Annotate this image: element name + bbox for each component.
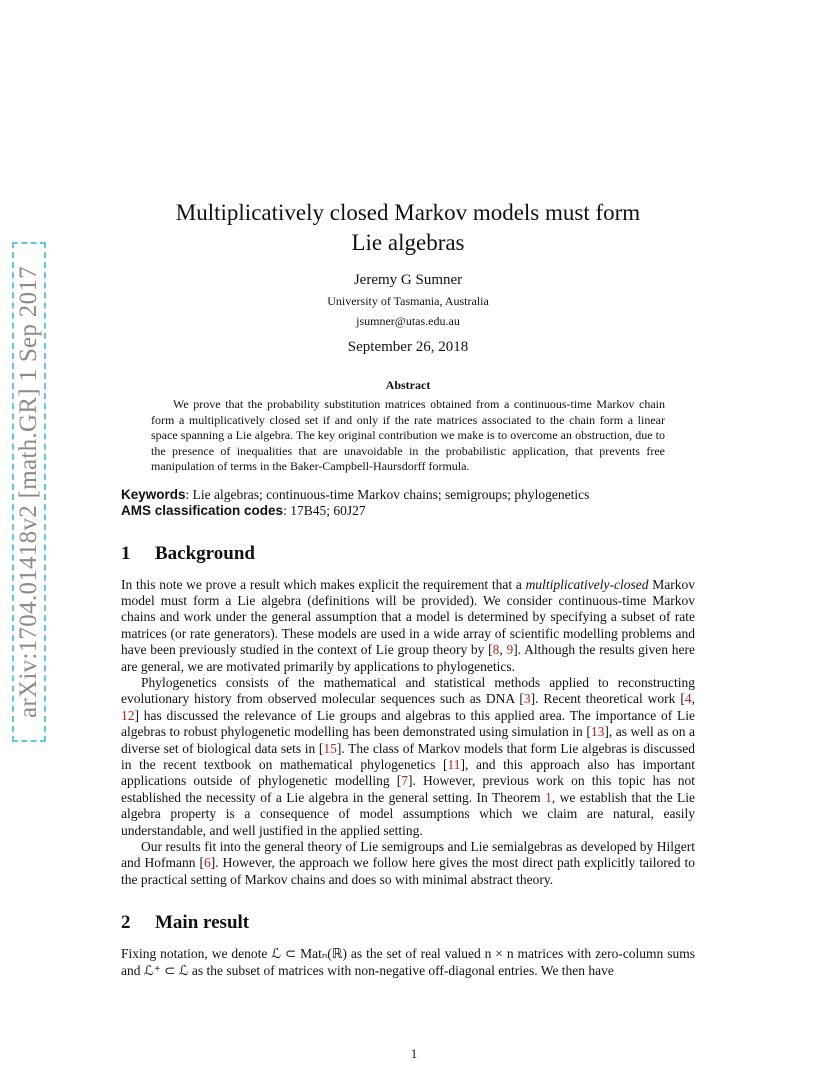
text-run: ], and this approach also has important applications outside of phylogenetic modelling [	[121, 756, 696, 789]
text-run: ]. Although the results given here are general, we are motivated primarily by applications to phylogenetics.	[121, 642, 695, 674]
text-run: ,	[691, 691, 695, 707]
citation-link[interactable]: 9	[506, 642, 514, 658]
paper-title	[121, 198, 695, 258]
citation-link[interactable]: 6	[203, 855, 211, 871]
title-line-1: Multiplicatively closed Markov models must form	[175, 200, 641, 225]
abstract-heading: Abstract	[385, 378, 431, 392]
ams-codes: : 17B45; 60J27	[283, 502, 366, 518]
paper-page	[121, 198, 695, 979]
arxiv-identifier[interactable]: arXiv:1704.01418v2 [math.GR] 1 Sep 2017	[15, 266, 42, 718]
citation-link[interactable]: 12	[121, 707, 135, 723]
background-paragraph-3	[121, 839, 695, 888]
italic-term: multiplicatively-closed	[525, 576, 649, 592]
author-affiliation: University of Tasmania, Australia	[327, 294, 489, 308]
keywords-block	[121, 487, 695, 519]
page-number: 1	[410, 1046, 418, 1061]
text-run: ]. Recent theoretical work [	[530, 691, 685, 707]
arxiv-sidebar-stamp	[12, 242, 46, 742]
citation-link[interactable]: 8	[492, 642, 500, 658]
background-paragraph-2	[121, 675, 695, 839]
author-name: Jeremy G Sumner	[353, 272, 463, 288]
text-run: ] has discussed the relevance of Lie groups and algebras to this applied area. The importance of Lie algebras to robust phylogenetic modelling has been demonstrated using simulation in [	[121, 707, 695, 740]
citation-link[interactable]: 7	[401, 773, 409, 789]
text-run: ,	[499, 642, 507, 658]
ams-line	[121, 503, 695, 519]
section-2-number: 2	[121, 912, 131, 934]
abstract-text: We prove that the probability substitution matrices obtained from a continuous-time Markov chain form a multiplicatively closed set if and only if the rate matrices associated to the chain form a linear space spanning a Lie algebra. The key original contribution we make is to overcome an obstruction, due to the presence of inequalities that are unavoidable in the probabilistic application, that prevents free manipulation of terms in the Baker-Campbell-Haursdorff formula.	[151, 397, 665, 473]
title-line-2: Lie algebras	[351, 230, 465, 255]
ams-label: AMS classification codes	[121, 502, 284, 518]
citation-link[interactable]: 4	[684, 691, 692, 707]
author-email: jsumner@utas.edu.au	[356, 314, 460, 328]
text-run: , we establish that the Lie algebra property is a consequence of model assumptions which we claim are natural, easily understandable, and well justified in the applied setting.	[121, 789, 695, 838]
section-2-heading	[121, 912, 695, 934]
paper-date: September 26, 2018	[347, 339, 469, 355]
keywords-label: Keywords	[121, 486, 186, 502]
main-result-paragraph-1: Fixing notation, we denote ℒ ⊂ Matₙ(ℝ) as the set of real valued n × n matrices with zero-column sums and ℒ⁺ ⊂ ℒ as the subset of matrices with non-negative off-diagonal entries. We then have	[121, 946, 695, 978]
text-run: ]. The class of Markov models that form Lie algebras is discussed in the recent textbook on mathematical phylogenetics [	[121, 740, 695, 772]
citation-link[interactable]: 11	[447, 756, 461, 772]
citation-link[interactable]: 3	[523, 691, 531, 707]
text-run: Markov model must form a Lie algebra (definitions will be provided). We consider continuous-time Markov chains and work under the general assumption that a model is determined by specifying a subset of rate matrices (or rate generators). These models are used in a wide array of scientific modelling problems and have been previously studied in the context of Lie group theory by [	[121, 576, 695, 658]
section-1-number: 1	[121, 542, 131, 564]
citation-link[interactable]: 13	[590, 724, 605, 740]
section-2-title: Main result	[155, 912, 250, 934]
theorem-link[interactable]: 1	[545, 789, 552, 805]
text-run: Our results fit into the general theory of Lie semigroups and Lie semialgebras as developed by Hilgert and Hofmann [	[121, 839, 695, 871]
section-1-heading	[121, 543, 695, 565]
text-run: ], as well as on a diverse set of biological data sets in [	[121, 724, 695, 756]
citation-link[interactable]: 15	[323, 740, 337, 756]
text-run: ]. However, the approach we follow here gives the most direct path explicitly tailored to the practical setting of Markov chains and does so with minimal abstract theory.	[121, 855, 695, 887]
text-run: In this note we prove a result which makes explicit the requirement that a	[121, 576, 526, 592]
keywords-line	[121, 487, 695, 503]
text-run: Phylogenetics consists of the mathematical and statistical methods applied to reconstructing evolutionary history from observed molecular sequences such as DNA [	[121, 674, 695, 707]
background-paragraph-1	[121, 577, 695, 675]
keywords-text: : Lie algebras; continuous-time Markov chains; semigroups; phylogenetics	[185, 486, 590, 502]
text-run: ]. However, previous work on this topic has not established the necessity of a Lie algebra in the general setting. In Theorem	[121, 773, 695, 805]
section-1-title: Background	[155, 542, 255, 564]
